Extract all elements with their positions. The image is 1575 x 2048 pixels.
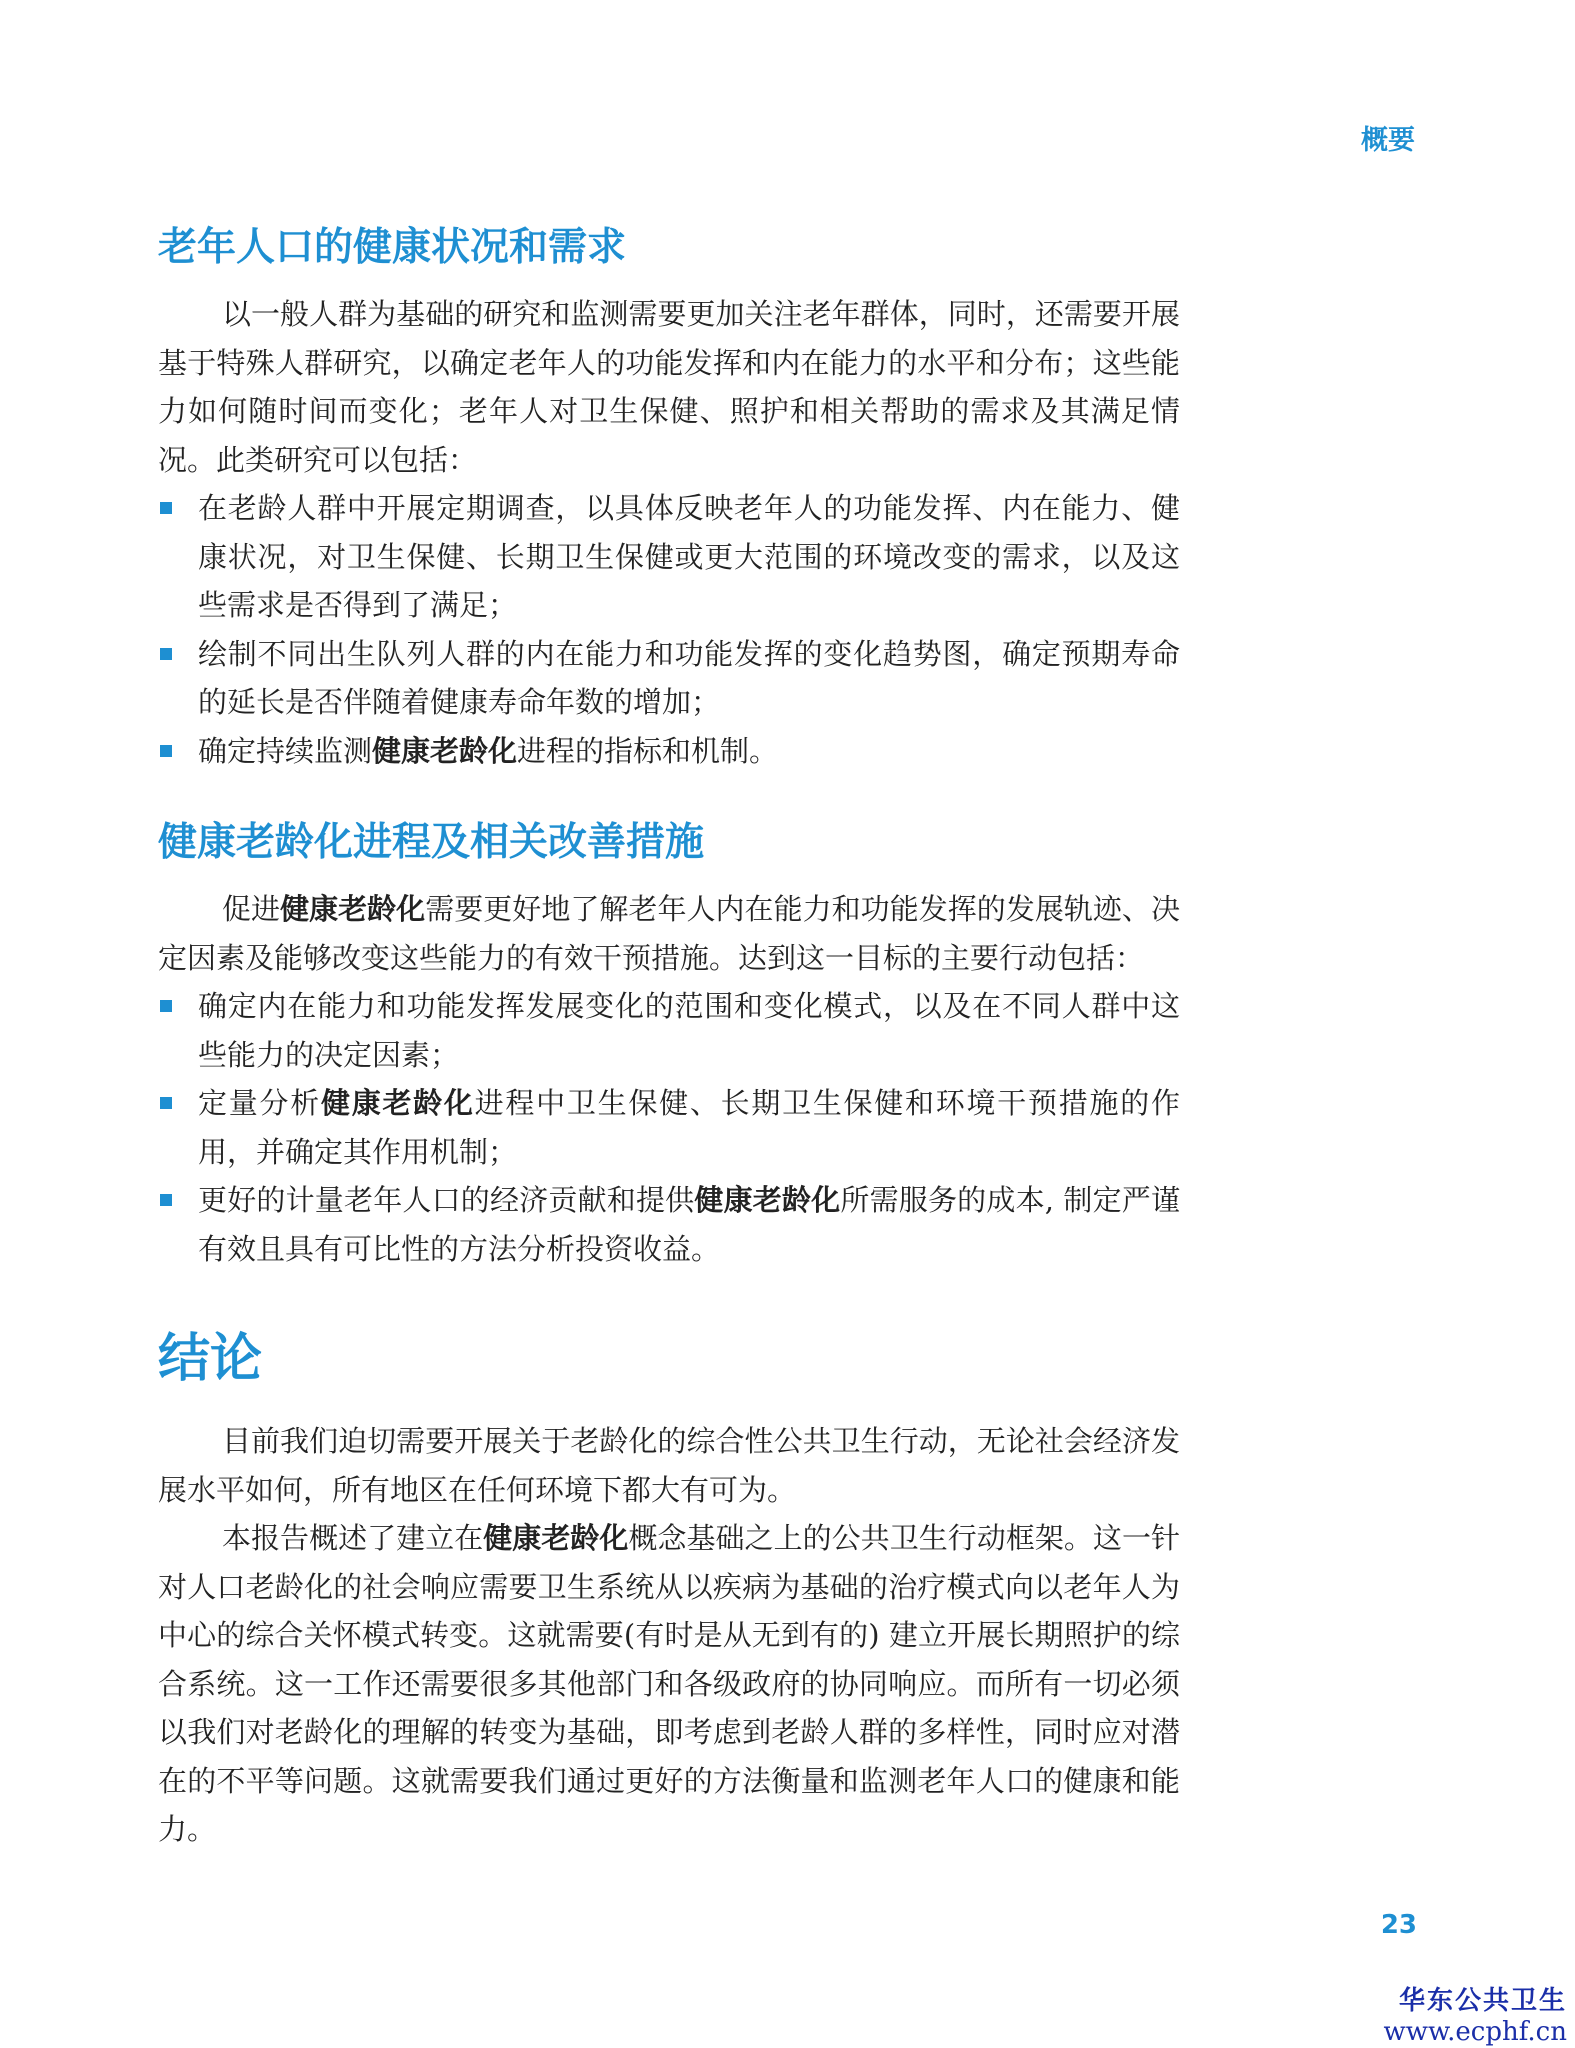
bullet-square-icon xyxy=(160,1097,172,1109)
section-title: 健康老龄化进程及相关改善措施 xyxy=(158,820,705,865)
list-item: 在老龄人群中开展定期调查，以具体反映老年人的功能发挥、内在能力、健康状况，对卫生保健、长期卫生保健或更大范围的环境改变的需求，以及这些需求是否得到了满足； xyxy=(158,484,1180,630)
watermark xyxy=(1355,1980,1575,2047)
section-title: 老年人口的健康状况和需求 xyxy=(158,225,627,270)
bold-term: 健康老龄化 xyxy=(280,892,426,926)
watermark-name: 华东公共卫生 xyxy=(1398,1986,1567,2016)
bullet-list xyxy=(158,484,1180,775)
bold-term: 健康老龄化 xyxy=(372,733,518,768)
bold-term: 健康老龄化 xyxy=(483,1521,629,1555)
running-header: 概要 xyxy=(1361,125,1415,156)
list-item: 定量分析健康老龄化进程中卫生保健、长期卫生保健和环境干预措施的作用，并确定其作用机制； xyxy=(158,1079,1180,1176)
section-healthy-ageing xyxy=(158,815,1180,1273)
page-content xyxy=(158,220,1180,1854)
bullet-square-icon xyxy=(160,1194,172,1206)
section-intro: 促进健康老龄化需要更好地了解老年人内在能力和功能发挥的发展轨迹、决定因素及能够改变这些能力的有效干预措施。达到这一目标的主要行动包括： xyxy=(158,892,1180,975)
list-item: 绘制不同出生队列人群的内在能力和功能发挥的变化趋势图，确定预期寿命的延长是否伴随着健康寿命年数的增加； xyxy=(158,630,1180,727)
section-conclusion xyxy=(158,1319,1180,1854)
watermark-url: www.ecphf.cn xyxy=(1383,2017,1567,2047)
bold-term: 健康老龄化 xyxy=(320,1086,475,1120)
section-health-status xyxy=(158,220,1180,775)
conclusion-paragraph: 目前我们迫切需要开展关于老龄化的综合性公共卫生行动，无论社会经济发展水平如何，所有地区在任何环境下都大有可为。 xyxy=(158,1424,1180,1507)
list-item: 更好的计量老年人口的经济贡献和提供健康老龄化所需服务的成本, 制定严谨有效且具有可比性的方法分析投资收益。 xyxy=(158,1176,1180,1273)
bold-term: 健康老龄化 xyxy=(694,1183,841,1217)
bullet-square-icon xyxy=(160,502,172,514)
page-number: 23 xyxy=(1380,1910,1417,1940)
bullet-square-icon xyxy=(160,648,172,660)
conclusion-paragraph: 本报告概述了建立在健康老龄化概念基础之上的公共卫生行动框架。这一针对人口老龄化的社会响应需要卫生系统从以疾病为基础的治疗模式向以老年人为中心的综合关怀模式转变。这就需要(有时是从无到有的) 建立开展长期照护的综合系统。这一工作还需要很多其他部门和各级政府的协同响应。而所有一切必须以我们对老龄化的理解的转变为基础，即考虑到老龄人群的多样性，同时应对潜在的不平等问题。这就需要我们通过更好的方法衡量和监测老年人口的健康和能力。 xyxy=(158,1521,1180,1846)
bullet-list xyxy=(158,982,1180,1273)
bullet-square-icon xyxy=(160,745,172,757)
list-item: 确定持续监测健康老龄化进程的指标和机制。 xyxy=(158,727,1180,776)
list-item: 确定内在能力和功能发挥发展变化的范围和变化模式，以及在不同人群中这些能力的决定因素； xyxy=(158,982,1180,1079)
conclusion-title: 结论 xyxy=(158,1329,263,1389)
bullet-square-icon xyxy=(160,1000,172,1012)
section-intro: 以一般人群为基础的研究和监测需要更加关注老年群体，同时，还需要开展基于特殊人群研究，以确定老年人的功能发挥和内在能力的水平和分布；这些能力如何随时间而变化；老年人对卫生保健、照护和相关帮助的需求及其满足情况。此类研究可以包括： xyxy=(158,297,1180,477)
